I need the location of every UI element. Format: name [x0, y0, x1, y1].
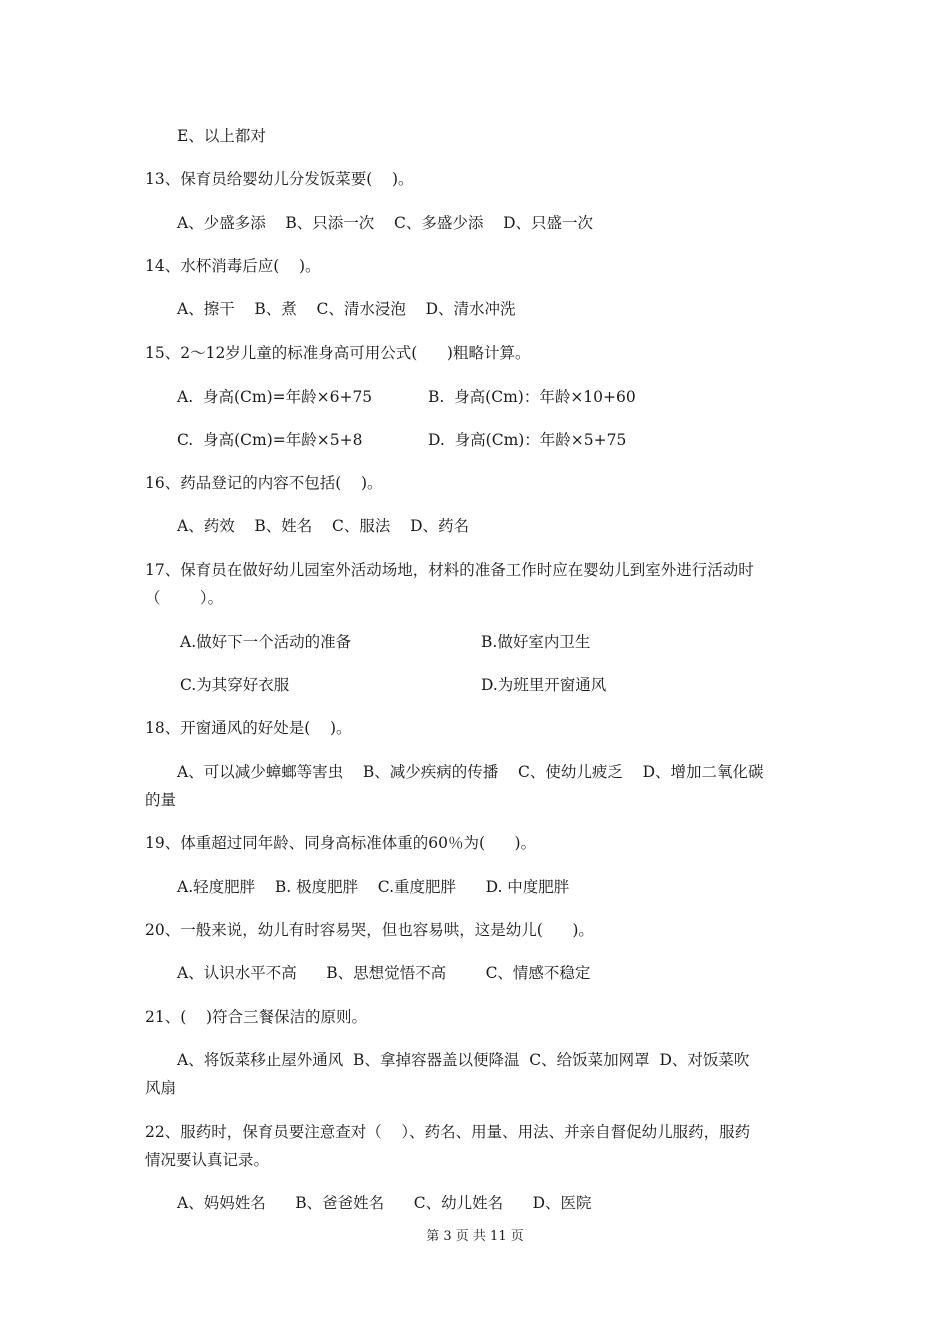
question-13: 13、保育员给婴幼儿分发饭菜要( )。 [145, 170, 414, 188]
options-20: A、认识水平不高 B、思想觉悟不高 C、情感不稳定 [177, 964, 591, 982]
options-16: A、药效 B、姓名 C、服法 D、药名 [177, 517, 469, 535]
options-21-line-1: A、将饭菜移止屋外通风 B、拿掉容器盖以便降温 C、给饭菜加网罩 D、对饭菜吹 [177, 1051, 750, 1069]
option-17-d: D.为班里开窗通风 [481, 676, 607, 694]
option-15-b: B. 身高(Cm)：年龄×10+60 [428, 388, 636, 406]
question-22-line-2: 情况要认真记录。 [145, 1151, 270, 1169]
options-14: A、擦干 B、煮 C、清水浸泡 D、清水冲洗 [177, 300, 516, 318]
question-18: 18、开窗通风的好处是( )。 [145, 719, 352, 737]
question-15: 15、2～12岁儿童的标准身高可用公式( )粗略计算。 [145, 344, 531, 362]
option-17-b: B.做好室内卫生 [481, 633, 591, 651]
question-21: 21、( )符合三餐保洁的原则。 [145, 1008, 368, 1026]
option-15-c: C. 身高(Cm)=年龄×5+8 [177, 431, 363, 449]
option-15-d: D. 身高(Cm)：年龄×5+75 [428, 431, 627, 449]
question-14: 14、水杯消毒后应( )。 [145, 257, 321, 275]
question-22-line-1: 22、服药时，保育员要注意查对（ ）、药名、用量、用法、并亲自督促幼儿服药，服药 [145, 1123, 751, 1141]
question-16: 16、药品登记的内容不包括( )。 [145, 474, 383, 492]
options-19: A.轻度肥胖 B. 极度肥胖 C.重度肥胖 D. 中度肥胖 [177, 878, 570, 896]
options-18-line-1: A、可以减少蟑螂等害虫 B、减少疾病的传播 C、使幼儿疲乏 D、增加二氧化碳 [177, 763, 764, 781]
options-21-line-2: 风扇 [145, 1079, 177, 1097]
question-19: 19、体重超过同年龄、同身高标准体重的60％为( )。 [145, 834, 537, 852]
option-12-e: E、以上都对 [177, 127, 266, 145]
options-22: A、妈妈姓名 B、爸爸姓名 C、幼儿姓名 D、医院 [177, 1194, 592, 1212]
question-17-line-1: 17、保育员在做好幼儿园室外活动场地，材料的准备工作时应在婴幼儿到室外进行活动时 [145, 561, 754, 579]
option-17-a: A.做好下一个活动的准备 [180, 633, 352, 651]
question-20: 20、一般来说，幼儿有时容易哭，但也容易哄，这是幼儿( )。 [145, 921, 594, 939]
options-18-line-2: 的量 [145, 791, 177, 809]
option-15-a: A. 身高(Cm)=年龄×6+75 [177, 388, 373, 406]
options-13: A、少盛多添 B、只添一次 C、多盛少添 D、只盛一次 [177, 214, 593, 232]
question-17-line-2: （ ）。 [145, 589, 224, 607]
page-number-footer: 第 3 页 共 11 页 [426, 1229, 524, 1244]
option-17-c: C.为其穿好衣服 [180, 676, 290, 694]
